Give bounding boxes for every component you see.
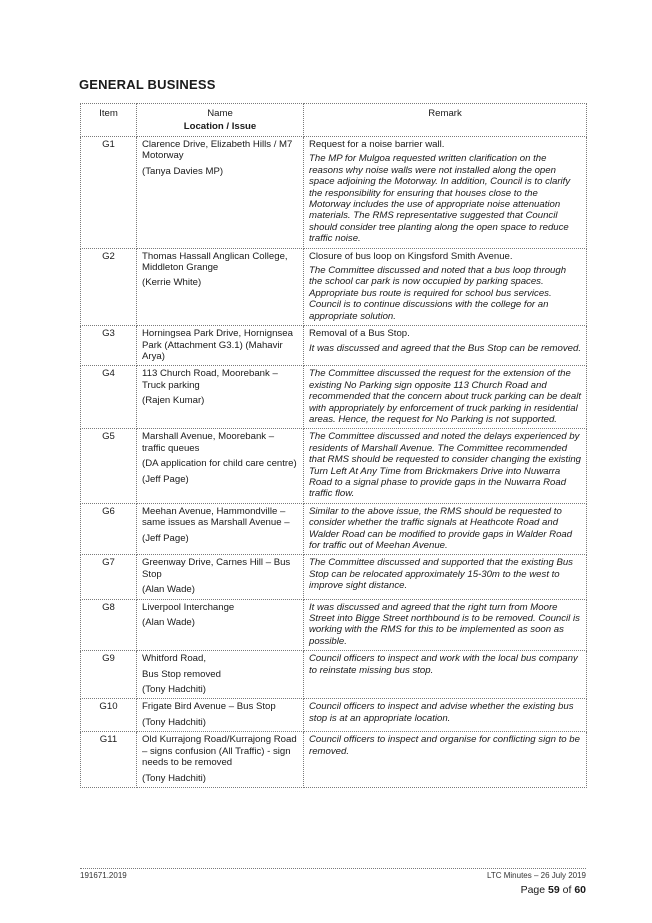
remark-title: Removal of a Bus Stop. (309, 328, 410, 340)
location-issue-cell (137, 326, 304, 366)
remark-cell (304, 651, 587, 699)
location-issue-cell (137, 503, 304, 555)
location-issue-cell (137, 429, 304, 503)
location-issue-cell (137, 366, 304, 429)
item-code: G1 (81, 137, 137, 249)
table-header-row (81, 104, 587, 137)
location-issue-line: Old Kurrajong Road/Kurrajong Road – signs confusion (All Traffic) - sign needs to be removed (142, 734, 297, 769)
remark-text: It was discussed and agreed that the Bus Stop can be removed. (309, 342, 581, 354)
location-issue-line: Whitford Road, (142, 653, 206, 665)
remark-cell (304, 429, 587, 503)
location-issue-line: Frigate Bird Avenue – Bus Stop (142, 701, 276, 713)
remark-cell (304, 326, 587, 366)
page-mid: of (559, 884, 575, 896)
location-issue-line: (Alan Wade) (142, 617, 195, 629)
table-row (81, 503, 587, 555)
location-issue-line: (Tony Hadchiti) (142, 684, 206, 696)
remark-text: Similar to the above issue, the RMS should be requested to consider whether the traffic signals at Heathcote Road and Walder Road can be modified to provide gaps in Walder Road for traffic out of Meehan Avenue. (309, 505, 573, 551)
item-code: G5 (81, 429, 137, 503)
location-issue-line: Horningsea Park Drive, Hornignsea Park (Attachment G3.1) (Mahavir Arya) (142, 328, 293, 362)
location-issue-line: (Jeff Page) (142, 532, 189, 544)
item-code: G8 (81, 599, 137, 651)
column-header-name-line2: Location / Issue (183, 121, 257, 132)
location-issue-line: Marshall Avenue, Moorebank – traffic queues (142, 431, 275, 454)
location-issue-cell (137, 248, 304, 325)
location-issue-line: Liverpool Interchange (142, 601, 235, 613)
page-current: 59 (548, 884, 560, 896)
table-row (81, 699, 587, 732)
location-issue-line: Meehan Avenue, Hammondville – same issues as Marshall Avenue – (142, 505, 290, 529)
item-code: G10 (81, 699, 137, 732)
item-code: G4 (81, 366, 137, 429)
remark-text: The Committee discussed and noted the delays experienced by residents of Marshall Avenue. The Committee recommended that RMS should be requested to consider changing the existing Turn Left At Any Time from Brickmakers Drive into Nuwarra Road to a signal phase to provide gaps in the Nuwarra Road traffic flow. (309, 431, 581, 500)
remark-title: Closure of bus loop on Kingsford Smith Avenue. (309, 250, 513, 262)
remark-cell (304, 555, 587, 599)
remark-text: Council officers to inspect and organise for conflicting sign to be removed. (309, 734, 580, 757)
item-code: G6 (81, 503, 137, 555)
location-issue-cell (137, 599, 304, 651)
page-number (521, 884, 586, 896)
location-issue-cell (137, 699, 304, 732)
location-issue-cell (137, 555, 304, 599)
document-reference: 191671.2019 (80, 871, 127, 880)
location-issue-line: Clarence Drive, Elizabeth Hills / M7 Motorway (142, 139, 293, 162)
general-business-table (80, 103, 587, 788)
remark-text: Council officers to inspect and advise whether the existing bus stop is at an appropriate location. (309, 701, 574, 724)
column-header-item: Item (81, 104, 137, 137)
location-issue-line: (DA application for child care centre) (142, 458, 297, 470)
remark-text: The Committee discussed the request for the extension of the existing No Parking sign opposite 113 Church Road and recommended that the concern about truck parking can be dealt with appropriately by enforcement of truck parking in residential areas. Hence, the request for No Parking is not supported. (309, 368, 581, 425)
remark-text: The MP for Mulgoa requested written clarification on the reasons why noise walls were not installed along the open space adjoining the Motorway. In addition, Council is to clarify the responsibility for ensuring that houses close to the Motorway includes the use of appropriate noise attenuation materials. The RMS representative suggested that Council should consider tree planting along the open space to reduce traffic noise. (309, 153, 571, 245)
minutes-label: LTC Minutes – 26 July 2019 (486, 871, 586, 880)
location-issue-line: (Tanya Davies MP) (142, 165, 224, 177)
footer-divider (80, 868, 586, 869)
remark-text: The Committee discussed and supported that the existing Bus Stop can be relocated approximately 15-30m to the west to improve sight distance. (309, 557, 573, 592)
location-issue-cell (137, 651, 304, 699)
location-issue-cell (137, 732, 304, 788)
location-issue-line: Greenway Drive, Carnes Hill – Bus Stop (142, 557, 291, 580)
location-issue-line: Bus Stop removed (142, 668, 221, 680)
remark-cell (304, 699, 587, 732)
remark-cell (304, 732, 587, 788)
table-row (81, 429, 587, 503)
column-header-remark: Remark (304, 104, 587, 137)
table-row (81, 248, 587, 325)
table-row (81, 732, 587, 788)
page-prefix: Page (520, 884, 549, 896)
location-issue-line: (Rajen Kumar) (142, 395, 205, 407)
column-header-name-line1: Name (207, 108, 233, 119)
item-code: G3 (81, 326, 137, 366)
table-row (81, 651, 587, 699)
location-issue-line: (Kerrie White) (142, 277, 202, 289)
remark-text: The Committee discussed and noted that a bus loop through the school car park is now occupied by parking spaces. Appropriate bus route is required for school bus services. Council is to continue discussions with the college for an appropriate solution. (309, 265, 567, 322)
page-total: 60 (574, 884, 586, 896)
remark-cell (304, 366, 587, 429)
item-code: G7 (81, 555, 137, 599)
remark-title: Request for a noise barrier wall. (309, 139, 445, 150)
location-issue-line: (Alan Wade) (142, 584, 195, 596)
location-issue-line: (Tony Hadchiti) (142, 772, 206, 784)
remark-cell (304, 599, 587, 651)
location-issue-line: (Tony Hadchiti) (142, 716, 206, 728)
section-heading: GENERAL BUSINESS (79, 77, 216, 92)
location-issue-line: 113 Church Road, Moorebank – Truck parking (142, 368, 278, 391)
table-row (81, 555, 587, 599)
table-row (81, 599, 587, 651)
column-header-name (137, 104, 304, 137)
item-code: G9 (81, 651, 137, 699)
remark-text: Council officers to inspect and work with the local bus company to reinstate missing bus stop. (309, 653, 578, 676)
table-body (81, 137, 587, 788)
table-row (81, 366, 587, 429)
table-row (81, 326, 587, 366)
item-code: G2 (81, 248, 137, 325)
remark-cell (304, 248, 587, 325)
location-issue-line: (Jeff Page) (142, 473, 189, 485)
item-code: G11 (81, 732, 137, 788)
location-issue-line: Thomas Hassall Anglican College, Middleton Grange (142, 250, 288, 274)
location-issue-cell (137, 137, 304, 249)
remark-cell (304, 137, 587, 249)
remark-text: It was discussed and agreed that the right turn from Moore Street into Bigge Street northbound is to be removed. Council is working with the RMS for this to be implemented as soon as possible. (309, 601, 580, 647)
table-row (81, 137, 587, 249)
remark-cell (304, 503, 587, 555)
